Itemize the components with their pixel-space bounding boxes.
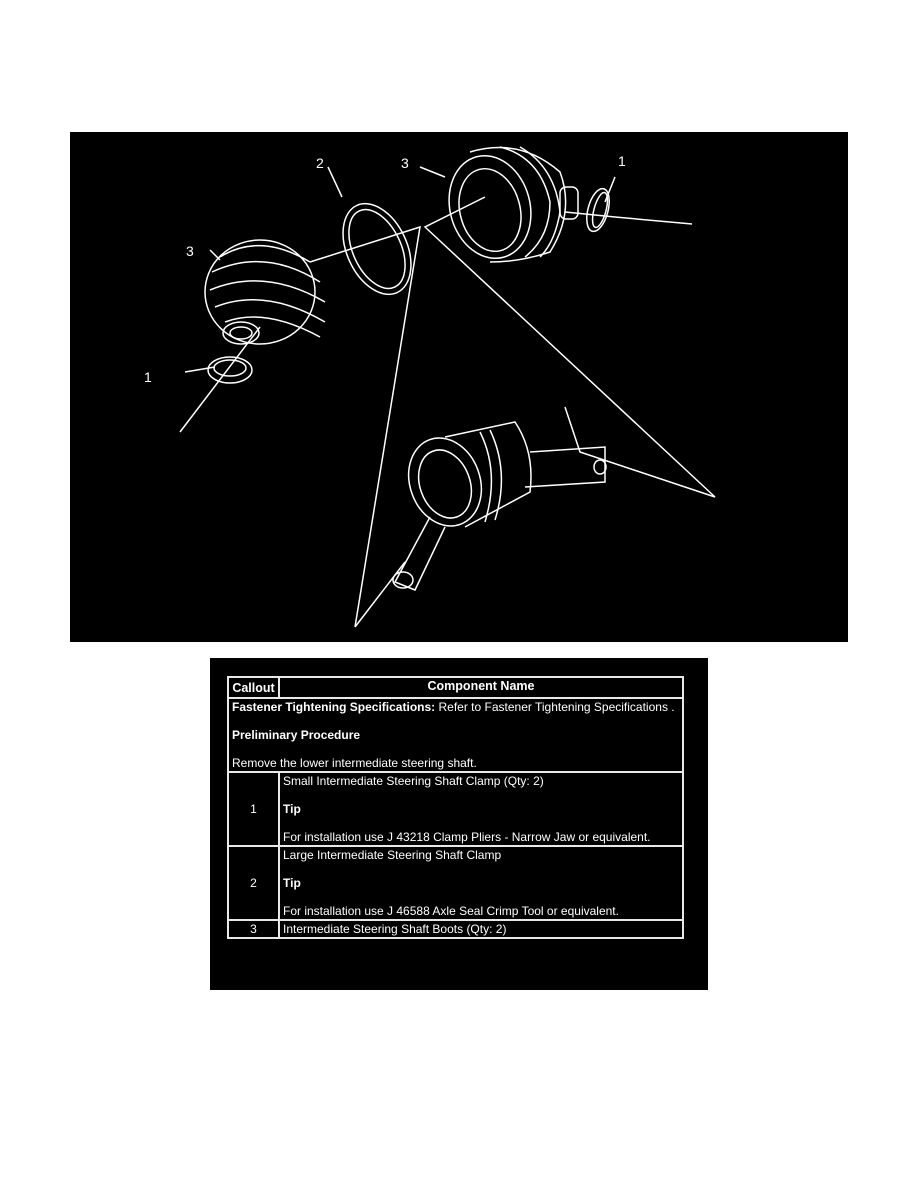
table-row xyxy=(228,920,683,938)
callout-label: 3 xyxy=(401,155,409,171)
header-component-name: Component Name xyxy=(279,677,683,698)
steering-shaft-boot-diagram xyxy=(70,132,848,642)
callout-number: 2 xyxy=(228,846,279,920)
table-row xyxy=(228,846,683,920)
table-header-row xyxy=(228,677,683,698)
tip-label: Tip xyxy=(283,802,301,816)
header-callout: Callout xyxy=(228,677,279,698)
fastener-label: Fastener Tightening Specifications: xyxy=(232,700,436,714)
component-name: Small Intermediate Steering Shaft Clamp (Qty: 2) xyxy=(283,774,544,788)
component-name: Intermediate Steering Shaft Boots (Qty: 2) xyxy=(283,922,507,936)
fastener-text: Refer to Fastener Tightening Specifications . xyxy=(435,700,675,714)
procedure-title: Preliminary Procedure xyxy=(232,728,361,742)
table-row xyxy=(228,772,683,846)
callout-label: 1 xyxy=(144,369,152,385)
preamble-cell xyxy=(228,698,683,772)
callout-label: 3 xyxy=(186,243,194,259)
component-table-panel xyxy=(210,658,708,990)
callout-number: 3 xyxy=(228,920,279,938)
tip-label: Tip xyxy=(283,876,301,890)
component-name: Large Intermediate Steering Shaft Clamp xyxy=(283,848,502,862)
component-cell xyxy=(279,846,683,920)
preamble-row xyxy=(228,698,683,772)
component-cell xyxy=(279,772,683,846)
callout-label: 2 xyxy=(316,155,324,171)
component-table xyxy=(227,676,684,939)
procedure-text: Remove the lower intermediate steering shaft. xyxy=(232,756,477,770)
callout-number: 1 xyxy=(228,772,279,846)
tip-text: For installation use J 43218 Clamp Pliers - Narrow Jaw or equivalent. xyxy=(283,830,651,844)
tip-text: For installation use J 46588 Axle Seal Crimp Tool or equivalent. xyxy=(283,904,619,918)
exploded-view-illustration xyxy=(70,132,848,642)
callout-label: 1 xyxy=(618,153,626,169)
component-cell xyxy=(279,920,683,938)
